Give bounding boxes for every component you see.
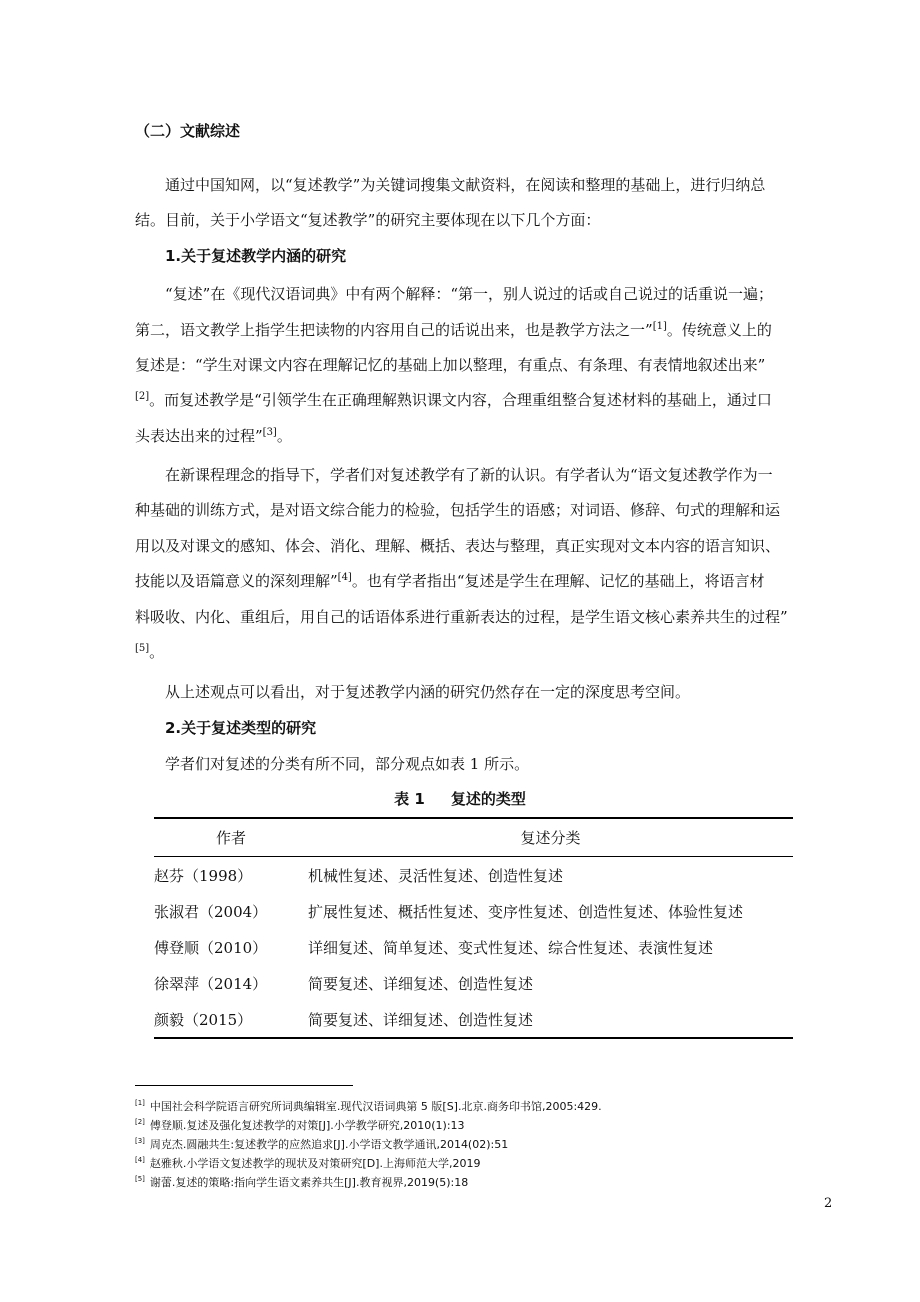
types-table: [154, 817, 793, 1039]
table-row: [154, 1001, 793, 1038]
footnote-text: 谢蕾.复述的策略:指向学生语文素养共生[J].教育视界,2019(5):18: [149, 1176, 469, 1189]
citation-5: [5]: [135, 643, 150, 654]
cell-classification: 机械性复述、灵活性复述、创造性复述: [308, 866, 564, 885]
citation-4: [4]: [337, 572, 352, 583]
section-title: （二）文献综述: [135, 122, 241, 140]
para2-text: 技能以及语篇意义的深刻理解”: [135, 572, 338, 590]
para2-text: 。: [149, 643, 165, 661]
para4-line: 学者们对复述的分类有所不同，部分观点如表 1 所示。: [165, 755, 530, 773]
cell-classification: 详细复述、简单复述、变式性复述、综合性复述、表演性复述: [308, 938, 714, 957]
para2-line: 在新课程理念的指导下，学者们对复述教学有了新的认识。有学者认为“语文复述教学作为一: [165, 466, 773, 484]
para2-line: 用以及对课文的感知、体会、消化、理解、概括、表达与整理，真正实现对文本内容的语言知识、: [135, 537, 781, 555]
para2-line: 料吸收、内化、重组后，用自己的话语体系进行重新表达的过程，是学生语文核心素养共生的过程”: [135, 608, 788, 626]
cell-classification: 简要复述、详细复述、创造性复述: [308, 974, 534, 993]
footnote: [135, 1098, 602, 1114]
para2-text: 。也有学者指出“复述是学生在理解、记忆的基础上，将语言材: [351, 572, 765, 590]
intro-line: 结。目前，关于小学语文“复述教学”的研究主要体现在以下几个方面：: [135, 211, 601, 229]
page-number: 2: [824, 1196, 833, 1211]
para1-line: “复述”在《现代汉语词典》中有两个解释：“第一，别人说过的话或自己说过的话重说一遍；: [165, 285, 774, 303]
footnote-mark: [2]: [135, 1118, 145, 1127]
cell-author: 张淑君（2004）: [154, 902, 268, 921]
para1-text: 。: [276, 427, 292, 445]
table-row: [154, 893, 793, 929]
citation-1: [1]: [652, 321, 667, 332]
cell-author: 赵芬（1998）: [154, 866, 253, 885]
header-author: 作者: [154, 818, 308, 857]
table-caption-title: 复述的类型: [450, 790, 526, 808]
para1-text: 第二，语文教学上指学生把读物的内容用自己的话说出来，也是教学方法之一”: [135, 321, 653, 339]
footnote: [135, 1136, 508, 1152]
para2-line: [135, 641, 825, 662]
footnote-text: 傅登顺.复述及强化复述教学的对策[J].小学教学研究,2010(1):13: [149, 1119, 465, 1132]
cell-classification: 简要复述、详细复述、创造性复述: [308, 1001, 793, 1038]
para3-line: 从上述观点可以看出，对于复述教学内涵的研究仍然存在一定的深度思考空间。: [165, 683, 691, 701]
para1-line: 复述是：“学生对课文内容在理解记忆的基础上加以整理，有重点、有条理、有表情地叙述出来”: [135, 356, 766, 374]
footnote-text: 中国社会科学院语言研究所词典编辑室.现代汉语词典第 5 版[S].北京.商务印书馆,2005:429.: [149, 1100, 602, 1113]
footnote-mark: [4]: [135, 1156, 145, 1165]
table-row: [154, 857, 793, 894]
para2-line: [135, 570, 825, 591]
footnote-divider: [135, 1085, 353, 1086]
para2-line: 种基础的训练方式，是对语文综合能力的检验，包括学生的语感；对词语、修辞、句式的理解和运: [135, 501, 781, 519]
footnote: [135, 1155, 480, 1171]
intro-line: 通过中国知网，以“复述教学”为关键词搜集文献资料，在阅读和整理的基础上，进行归纳总: [165, 176, 766, 194]
footnote-mark: [5]: [135, 1175, 145, 1184]
footnote: [135, 1174, 468, 1190]
citation-2: [2]: [135, 391, 150, 402]
para1-text: 头表达出来的过程”: [135, 427, 263, 445]
cell-author: 颜毅（2015）: [154, 1001, 308, 1038]
footnote-mark: [3]: [135, 1137, 145, 1146]
para1-line: [135, 319, 825, 340]
footnote-mark: [1]: [135, 1099, 145, 1108]
cell-author: 徐翠萍（2014）: [154, 974, 268, 993]
table-row: [154, 929, 793, 965]
heading-connotation: 1.关于复述教学内涵的研究: [165, 247, 347, 265]
footnote-text: 赵雅秋.小学语文复述教学的现状及对策研究[D].上海师范大学,2019: [149, 1157, 481, 1170]
para1-text: 。传统意义上的: [666, 321, 772, 339]
para1-line: [135, 389, 825, 410]
table-header-row: [154, 818, 793, 857]
para1-line: [135, 425, 825, 446]
footnote-text: 周克杰.圆融共生:复述教学的应然追求[J].小学语文教学通讯,2014(02):51: [149, 1138, 509, 1151]
heading-types: 2.关于复述类型的研究: [165, 719, 317, 737]
cell-author: 傅登顺（2010）: [154, 938, 268, 957]
footnote: [135, 1117, 465, 1133]
table-caption-label: 表 1: [394, 790, 425, 808]
header-classification: 复述分类: [308, 818, 793, 857]
cell-classification: 扩展性复述、概括性复述、变序性复述、创造性复述、体验性复述: [308, 902, 744, 921]
citation-3: [3]: [262, 427, 277, 438]
table-caption: [0, 788, 920, 809]
para1-text: 。而复述教学是“引领学生在正确理解熟识课文内容，合理重组整合复述材料的基础上，通过口: [149, 391, 772, 409]
table-row: [154, 965, 793, 1001]
